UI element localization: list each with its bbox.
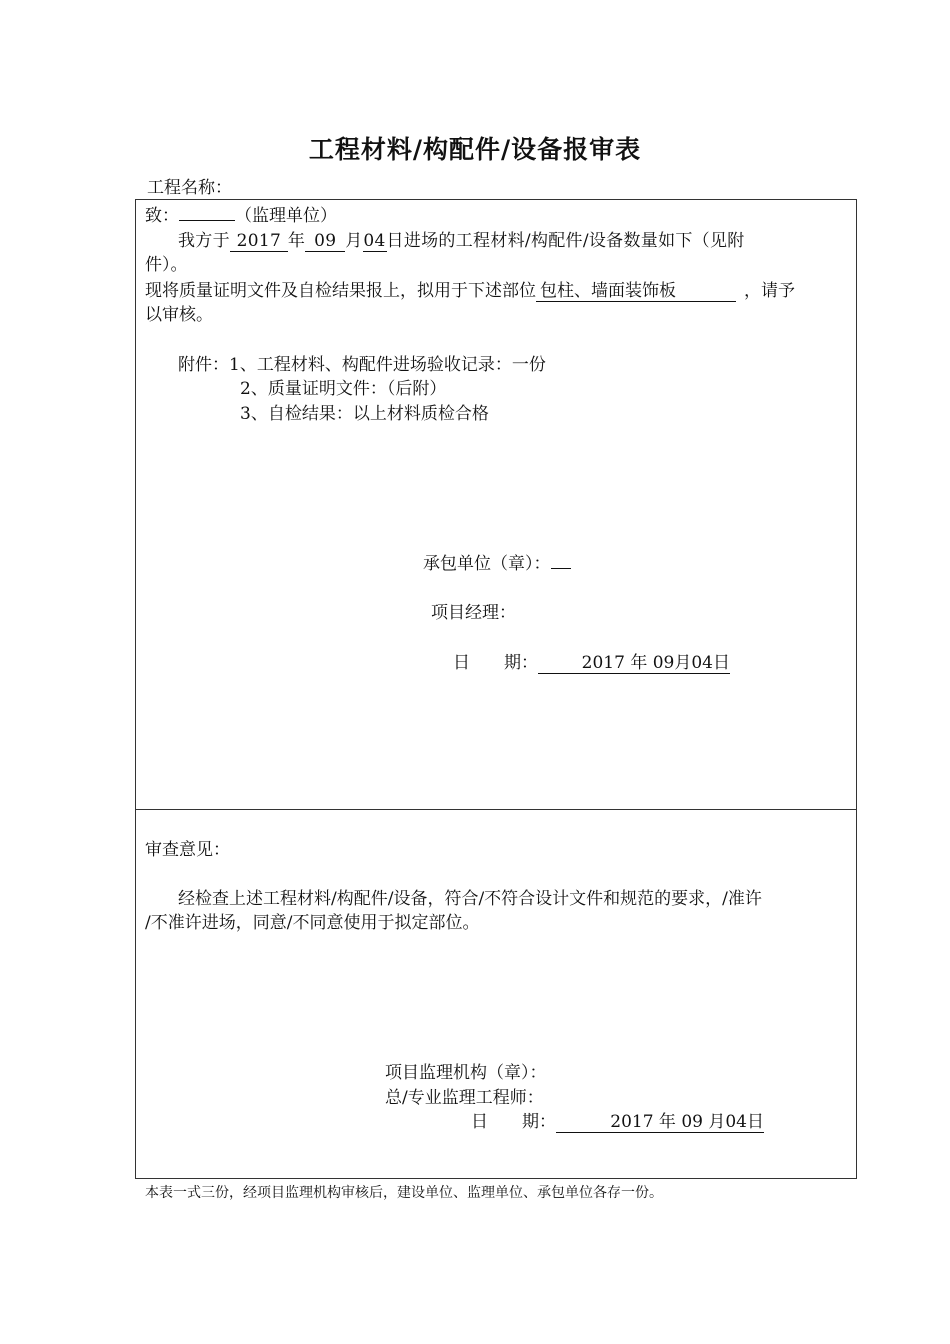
date-label-1: 日 期： xyxy=(453,653,538,673)
report-prefix: 现将质量证明文件及自检结果报上，拟用于下述部位 xyxy=(145,281,536,301)
report-line xyxy=(145,280,795,302)
intro-prefix: 我方于 xyxy=(178,231,230,251)
attachment-3: 3、自检结果：以上材料质检合格 xyxy=(240,404,489,424)
contractor-line xyxy=(423,553,571,575)
contractor-label: 承包单位（章）： xyxy=(423,554,551,574)
intro-line xyxy=(178,230,745,252)
to-label: 致： xyxy=(145,206,179,226)
to-blank[interactable] xyxy=(179,220,235,221)
contractor-blank[interactable] xyxy=(551,568,571,569)
report-line-2: 以审核。 xyxy=(145,305,213,325)
review-line-1: 经检查上述工程材料/构配件/设备，符合/不符合设计文件和规范的要求，/准许 xyxy=(178,889,762,909)
month-field[interactable]: 09 xyxy=(305,231,345,252)
attachment-2: 2、质量证明文件：（后附） xyxy=(240,379,447,399)
intro-suffix: 日进场的工程材料/构配件/设备数量如下（见附 xyxy=(386,231,745,251)
project-name-label: 工程名称： xyxy=(147,178,232,198)
review-line-2: /不准许进场，同意/不同意使用于拟定部位。 xyxy=(145,913,480,933)
location-field[interactable]: 包柱、墙面装饰板 xyxy=(536,281,736,302)
intro-line-2: 件）。 xyxy=(145,255,188,275)
year-field[interactable]: 2017 xyxy=(230,231,288,252)
day-field[interactable]: 04 xyxy=(363,231,386,251)
month-unit: 月 xyxy=(345,231,363,251)
attachments-label: 附件： xyxy=(178,355,229,375)
to-unit: （监理单位） xyxy=(235,206,337,226)
engineer-label: 总/专业监理工程师： xyxy=(385,1088,544,1108)
date-field-1[interactable]: 2017 年 09月04日 xyxy=(538,653,730,674)
date-line-2 xyxy=(471,1111,764,1133)
attachment-1 xyxy=(178,354,546,376)
date-label-2: 日 期： xyxy=(471,1112,556,1132)
date-field-2[interactable]: 2017 年 09 月04日 xyxy=(556,1112,764,1133)
manager-label: 项目经理： xyxy=(431,603,516,623)
form-title: 工程材料/构配件/设备报审表 xyxy=(308,135,642,164)
attachment-1-text: 1、工程材料、构配件进场验收记录：一份 xyxy=(229,355,546,375)
agency-label: 项目监理机构（章）： xyxy=(385,1063,547,1083)
to-line xyxy=(145,205,337,227)
footer-note: 本表一式三份，经项目监理机构审核后，建设单位、监理单位、承包单位各存一份。 xyxy=(145,1185,663,1201)
date-line-1 xyxy=(453,652,730,674)
year-unit: 年 xyxy=(287,231,306,251)
report-suffix: ，请予 xyxy=(744,281,795,301)
review-label: 审查意见： xyxy=(145,840,230,860)
